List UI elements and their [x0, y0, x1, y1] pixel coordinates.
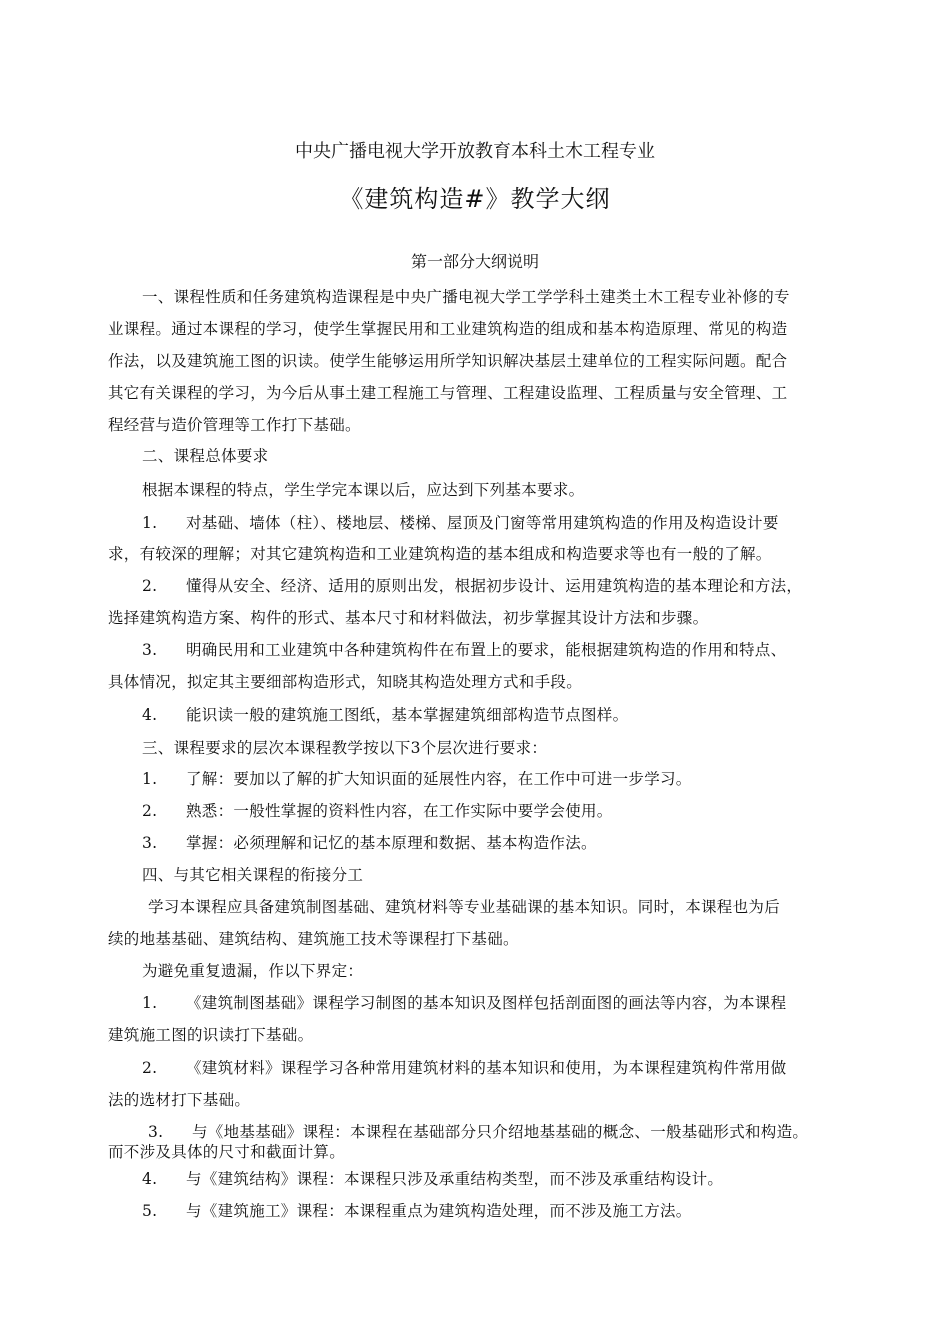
list-item — [148, 1122, 808, 1142]
paragraph-line: 一、课程性质和任务建筑构造课程是中央广播电视大学工学学科土建类土木工程专业补修的专 — [142, 288, 790, 306]
list-number: 3. — [142, 834, 158, 852]
list-number: 3. — [142, 641, 158, 659]
list-item — [142, 833, 597, 853]
list-item — [142, 1058, 786, 1078]
list-item-continuation: 求，有较深的理解；对其它建筑构造和工业建筑构造的基本组成和构造要求等也有一般的了解。 — [108, 545, 772, 563]
section-heading: 三、课程要求的层次本课程教学按以下3个层次进行要求： — [142, 739, 548, 757]
section-heading: 四、与其它相关课程的衔接分工 — [142, 866, 364, 884]
list-item — [142, 801, 613, 821]
list-text: 与《地基基础》课程：本课程在基础部分只介绍地基基础的概念、一般基础形式和构造。 — [192, 1123, 809, 1141]
document-title: 《建筑构造#》教学大纲 — [339, 185, 611, 213]
list-item-continuation: 具体情况，拟定其主要细部构造形式，知晓其构造处理方式和手段。 — [108, 673, 583, 691]
list-number: 5. — [142, 1202, 158, 1220]
list-number: 1. — [142, 994, 158, 1012]
list-text: 能识读一般的建筑施工图纸，基本掌握建筑细部构造节点图样。 — [186, 706, 629, 724]
list-text: 了解：要加以了解的扩大知识面的延展性内容，在工作中可进一步学习。 — [186, 770, 692, 788]
list-number: 2. — [142, 802, 158, 820]
list-text: 与《建筑施工》课程：本课程重点为建筑构造处理，而不涉及施工方法。 — [186, 1202, 692, 1220]
list-text: 明确民用和工业建筑中各种建筑构件在布置上的要求，能根据建筑构造的作用和特点、 — [186, 641, 787, 659]
paragraph-line: 学习本课程应具备建筑制图基础、建筑材料等专业基础课的基本知识。同时，本课程也为后 — [148, 898, 781, 916]
list-text: 懂得从安全、经济、适用的原则出发，根据初步设计、运用建筑构造的基本理论和方法， — [186, 577, 803, 595]
list-number: 2. — [142, 577, 158, 595]
list-item — [142, 1169, 723, 1189]
list-text: 对基础、墙体（柱）、楼地层、楼梯、屋顶及门窗等常用建筑构造的作用及构造设计要 — [186, 514, 779, 532]
paragraph-line: 根据本课程的特点，学生学完本课以后，应达到下列基本要求。 — [142, 481, 585, 499]
paragraph-line: 业课程。通过本课程的学习，使学生掌握民用和工业建筑构造的组成和基本构造原理、常见的构造 — [108, 320, 788, 338]
list-item-continuation: 法的选材打下基础。 — [108, 1091, 251, 1109]
list-item-continuation: 选择建筑构造方案、构件的形式、基本尺寸和材料做法，初步掌握其设计方法和步骤。 — [108, 609, 709, 627]
list-text: 《建筑制图基础》课程学习制图的基本知识及图样包括剖面图的画法等内容，为本课程 — [186, 994, 787, 1012]
list-number: 3. — [148, 1123, 164, 1141]
list-number: 1. — [142, 514, 158, 532]
list-item — [142, 769, 692, 789]
paragraph-line: 作法，以及建筑施工图的识读。使学生能够运用所学知识解决基层土建单位的工程实际问题。配合 — [108, 352, 788, 370]
section-title: 第一部分大纲说明 — [410, 252, 539, 271]
section-heading: 二、课程总体要求 — [142, 447, 269, 465]
list-text: 熟悉：一般性掌握的资料性内容，在工作实际中要学会使用。 — [186, 802, 613, 820]
list-text: 掌握：必须理解和记忆的基本原理和数据、基本构造作法。 — [186, 834, 597, 852]
list-item — [142, 705, 628, 725]
list-item-continuation: 建筑施工图的识读打下基础。 — [108, 1026, 314, 1044]
list-item-continuation: 而不涉及具体的尺寸和截面计算。 — [108, 1143, 346, 1161]
paragraph-line: 为避免重复遗漏，作以下界定： — [142, 962, 364, 980]
list-text: 与《建筑结构》课程：本课程只涉及承重结构类型，而不涉及承重结构设计。 — [186, 1170, 724, 1188]
paragraph-line: 其它有关课程的学习，为今后从事土建工程施工与管理、工程建设监理、工程质量与安全管理、工 — [108, 384, 788, 402]
list-item — [142, 513, 779, 533]
list-number: 2. — [142, 1059, 158, 1077]
paragraph-line: 程经营与造价管理等工作打下基础。 — [108, 416, 361, 434]
list-item — [142, 576, 802, 596]
paragraph-line: 续的地基基础、建筑结构、建筑施工技术等课程打下基础。 — [108, 930, 519, 948]
document-header: 中央广播电视大学开放教育本科土木工程专业 — [295, 141, 655, 162]
list-number: 1. — [142, 770, 158, 788]
list-item — [142, 640, 786, 660]
list-item — [142, 1201, 692, 1221]
list-number: 4. — [142, 1170, 158, 1188]
list-item — [142, 993, 786, 1013]
list-number: 4. — [142, 706, 158, 724]
list-text: 《建筑材料》课程学习各种常用建筑材料的基本知识和使用，为本课程建筑构件常用做 — [186, 1059, 787, 1077]
